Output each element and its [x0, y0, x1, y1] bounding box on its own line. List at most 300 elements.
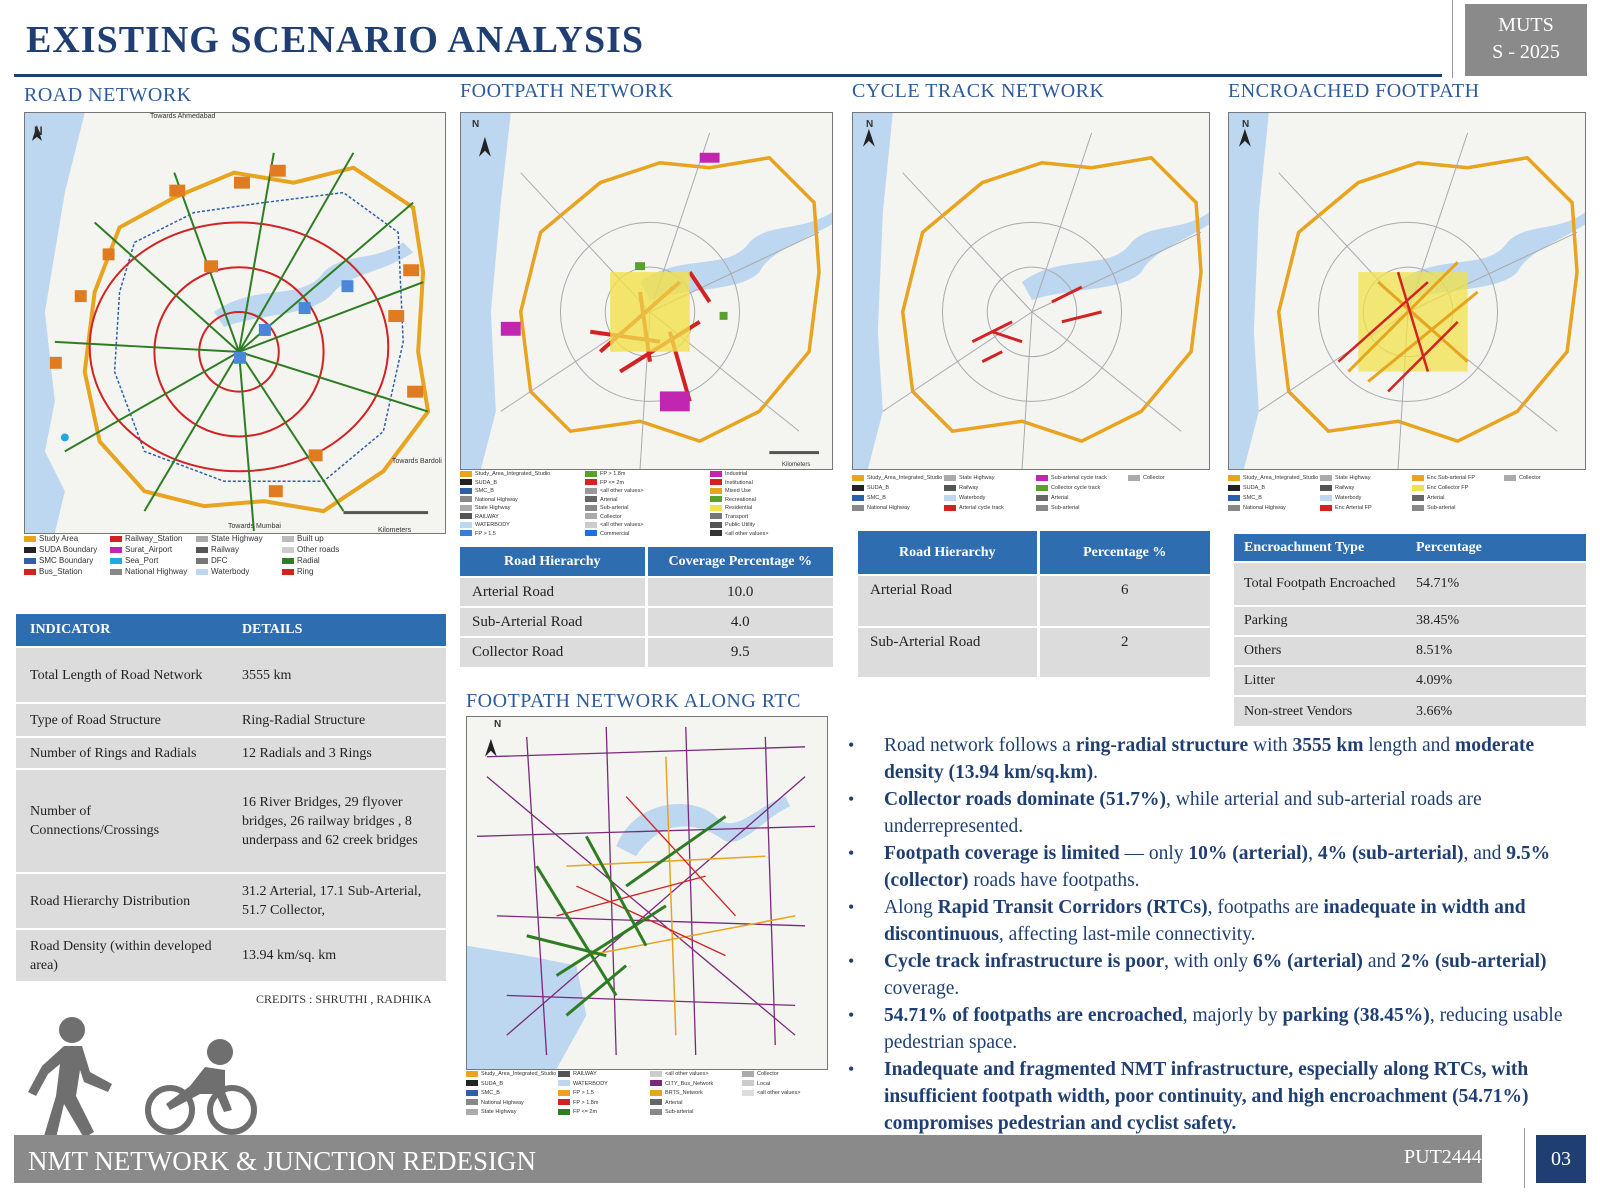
legend-swatch [585, 530, 597, 536]
legend-swatch [196, 558, 208, 564]
legend-item [650, 1099, 682, 1109]
legend-label: RAILWAY [475, 513, 499, 520]
legend-swatch [710, 530, 722, 536]
encroached-title: ENCROACHED FOOTPATH [1228, 80, 1480, 102]
percentage-cell: 4.09% [1412, 666, 1586, 696]
legend-label: National Highway [867, 505, 910, 511]
table-row [1234, 696, 1586, 726]
legend-item [1036, 473, 1107, 483]
legend-label: Sub-arterial cycle track [1051, 475, 1107, 481]
legend-swatch [944, 495, 956, 501]
legend-item [110, 567, 187, 577]
percentage-cell: 6 [1038, 575, 1210, 627]
text: , majorly by [1182, 1005, 1283, 1026]
legend-swatch [944, 505, 956, 511]
legend-item [110, 534, 182, 544]
legend-item [710, 521, 755, 530]
footpath-rtc-map [466, 716, 828, 1070]
key-findings-list [848, 732, 1578, 1137]
road-hierarchy-cell: Arterial Road [858, 575, 1038, 627]
legend-item [1320, 483, 1354, 493]
legend-label: FP > 1.8m [573, 1099, 599, 1106]
rtc-map-north: N [494, 719, 502, 730]
footer-title: NMT NETWORK & JUNCTION REDESIGN [28, 1146, 536, 1176]
road-map-label-bardoli: Towards Bardoli [392, 458, 442, 465]
legend-swatch [710, 479, 722, 485]
legend-label: Residential [725, 505, 753, 511]
table-row [460, 607, 833, 637]
legend-label: SMC_B [475, 488, 494, 494]
coverage-cell: 10.0 [646, 577, 833, 607]
legend-label: Transport [725, 513, 749, 520]
legend-label: Recreational [725, 496, 756, 503]
legend-label: Railway [959, 485, 979, 491]
legend-label: Arterial [600, 496, 618, 503]
legend-swatch [460, 522, 472, 528]
legend-item [196, 567, 249, 577]
legend-swatch [558, 1099, 570, 1105]
road-map-scale: Kilometers [378, 527, 412, 534]
details-cell: Ring-Radial Structure [228, 703, 446, 737]
legend-item [585, 513, 622, 522]
legend-swatch [852, 505, 864, 511]
legend-swatch [710, 505, 722, 511]
legend-swatch [585, 522, 597, 528]
legend-swatch [710, 488, 722, 494]
legend-label: FP <= 2m [573, 1109, 598, 1115]
legend-swatch [1320, 475, 1332, 481]
legend-label: SMC_B [481, 1090, 500, 1096]
legend-label: CITY_Bus_Network [665, 1080, 714, 1087]
footpath-network-title: FOOTPATH NETWORK [460, 80, 674, 102]
legend-label: Sub-arterial [665, 1109, 694, 1115]
legend-item [585, 470, 625, 479]
legend-swatch [1228, 495, 1240, 501]
road-network-map [24, 112, 446, 534]
legend-label: SUDA Boundary [39, 545, 98, 554]
legend-label: RAILWAY [573, 1071, 597, 1077]
legend-swatch [710, 496, 722, 502]
legend-label: SUDA_B [481, 1080, 504, 1087]
legend-item [650, 1070, 708, 1080]
legend-swatch [585, 513, 597, 519]
legend-swatch [1228, 475, 1240, 481]
legend-swatch [710, 513, 722, 519]
legend-item [742, 1089, 800, 1099]
indicator-cell: Road Density (within developed area) [16, 929, 228, 981]
details-cell: 3555 km [228, 647, 446, 703]
legend-label: Study Area [39, 534, 79, 543]
text: — only [1119, 843, 1189, 864]
table-row [16, 737, 446, 769]
legend-swatch [110, 569, 122, 575]
legend-swatch [1036, 495, 1048, 501]
bold-text: 2% (sub-arterial) [1400, 951, 1547, 972]
legend-item [710, 470, 747, 479]
table-row [1234, 606, 1586, 636]
text: , reducing usable pedestrian space. [884, 1005, 1563, 1053]
details-cell: 16 River Bridges, 29 flyover bridges, 26 railway bridges , 8 underpass and 62 creek bridges [228, 769, 446, 873]
legend-swatch [585, 471, 597, 477]
table-row [16, 769, 446, 873]
legend-swatch [1412, 495, 1424, 501]
legend-swatch [460, 479, 472, 485]
bold-text: moderate density (13.94 km/sq.km) [884, 735, 1535, 783]
legend-swatch [196, 536, 208, 542]
legend-swatch [466, 1099, 478, 1105]
legend-label: Collector [757, 1071, 779, 1077]
legend-label: Study_Area_Integrated_Studio [475, 471, 551, 477]
legend-item [1320, 503, 1372, 513]
legend-item [1228, 483, 1265, 493]
table-row [858, 575, 1210, 627]
text: length and [1363, 735, 1456, 756]
legend-label: DFC [211, 556, 228, 565]
legend-swatch [585, 479, 597, 485]
legend-item [710, 479, 753, 488]
legend-label: Arterial [1427, 495, 1445, 501]
legend-item [24, 534, 78, 544]
legend-swatch [650, 1080, 662, 1086]
header-divider [1452, 0, 1453, 78]
legend-item [1036, 483, 1100, 493]
legend-swatch [282, 547, 294, 553]
legend-swatch [1228, 505, 1240, 511]
cyclist-icon [148, 1088, 254, 1132]
cycle-map-legend [852, 473, 1210, 517]
legend-item [558, 1099, 598, 1109]
text: , affecting last-mile connectivity. [998, 924, 1256, 945]
legend-label: Local [757, 1080, 771, 1087]
table-row [858, 627, 1210, 677]
list-item [848, 840, 1578, 894]
legend-swatch [852, 485, 864, 491]
text: , [1308, 843, 1318, 864]
percentage-cell: 8.51% [1412, 636, 1586, 666]
road-hierarchy-cell: Sub-Arterial Road [460, 607, 646, 637]
legend-swatch [650, 1071, 662, 1077]
legend-item [24, 567, 82, 577]
legend-item [650, 1080, 713, 1090]
legend-swatch [110, 558, 122, 564]
legend-item [852, 483, 889, 493]
legend-item [196, 534, 263, 544]
legend-label: <all other values> [757, 1090, 801, 1096]
encroach-map-legend [1228, 473, 1586, 517]
legend-item [466, 1070, 556, 1080]
legend-swatch [466, 1090, 478, 1096]
road-network-title: ROAD NETWORK [24, 84, 192, 106]
legend-label: State Highway [475, 505, 511, 511]
legend-label: Waterbody [959, 495, 986, 501]
legend-swatch [710, 522, 722, 528]
legend-item [1412, 473, 1475, 483]
legend-item [282, 534, 324, 544]
legend-item [585, 530, 629, 539]
legend-swatch [558, 1109, 570, 1115]
legend-item [852, 503, 910, 513]
legend-label: SUDA_B [1243, 485, 1266, 491]
legend-swatch [460, 471, 472, 477]
bold-text: 3555 km [1292, 735, 1364, 756]
legend-swatch [110, 547, 122, 553]
legend-label: National Highway [125, 567, 188, 576]
legend-swatch [1228, 485, 1240, 491]
legend-item [742, 1080, 770, 1090]
road-map-label-top: Towards Ahmedabad [150, 113, 216, 120]
pedestrian-icon [28, 1017, 112, 1138]
legend-label: FP > 1.8m [600, 471, 626, 477]
legend-item [110, 556, 158, 566]
bold-text: Cycle track infrastructure is poor [884, 951, 1165, 972]
legend-label: Institutional [725, 479, 753, 486]
legend-swatch [1412, 505, 1424, 511]
legend-swatch [110, 536, 122, 542]
legend-swatch [460, 488, 472, 494]
legend-label: FP > 1.5 [475, 530, 496, 537]
legend-label: FP <= 2m [600, 479, 625, 486]
legend-label: Mixed Use [725, 488, 751, 494]
legend-label: Study_Area_Integrated_Studio [867, 475, 943, 481]
legend-label: Arterial [665, 1099, 683, 1106]
cycle-track-title: CYCLE TRACK NETWORK [852, 80, 1105, 102]
legend-swatch [460, 496, 472, 502]
legend-swatch [1412, 475, 1424, 481]
legend-item [944, 483, 978, 493]
legend-item [282, 556, 320, 566]
legend-item [585, 479, 624, 488]
legend-label: Arterial cycle track [959, 505, 1004, 511]
legend-swatch [282, 569, 294, 575]
legend-label: SMC_B [867, 495, 886, 501]
legend-swatch [196, 547, 208, 553]
encroachment-type-cell: Total Footpath Encroached [1234, 562, 1412, 606]
legend-swatch [742, 1071, 754, 1077]
legend-label: SMC Boundary [39, 556, 94, 565]
legend-swatch [1128, 475, 1140, 481]
legend-item [944, 473, 994, 483]
legend-item [1412, 493, 1444, 503]
legend-swatch [558, 1080, 570, 1086]
legend-swatch [1036, 485, 1048, 491]
bold-text: 4% (sub-arterial) [1317, 843, 1464, 864]
legend-item [944, 493, 985, 503]
table-row [1234, 562, 1586, 606]
legend-label: Commercial [600, 530, 630, 537]
footpath-map-scale: Kilometers [782, 462, 811, 468]
footpath-map-north: N [472, 119, 480, 130]
percentage-cell: 2 [1038, 627, 1210, 677]
legend-item [585, 496, 617, 505]
text: , with only [1164, 951, 1254, 972]
legend-item [460, 496, 518, 505]
legend-label: Collector [1143, 475, 1165, 481]
road-hierarchy-header: Road Hierarchy [858, 531, 1038, 575]
bold-text: ring-radial structure [1075, 735, 1249, 756]
text: , footpaths are [1207, 897, 1324, 918]
list-item [848, 732, 1578, 786]
bold-text: 10% (arterial) [1188, 843, 1309, 864]
legend-item [944, 503, 1004, 513]
legend-swatch [742, 1080, 754, 1086]
text: Road network follows a [884, 735, 1076, 756]
legend-item [710, 504, 752, 513]
legend-label: WATERBODY [475, 522, 510, 528]
encroachment-table [1234, 534, 1586, 726]
indicator-cell: Road Hierarchy Distribution [16, 873, 228, 929]
road-hierarchy-cell: Collector Road [460, 637, 646, 667]
legend-item [558, 1080, 608, 1090]
coverage-cell: 4.0 [646, 607, 833, 637]
legend-item [196, 545, 239, 555]
legend-item [466, 1099, 524, 1109]
legend-label: Surat_Airport [125, 545, 173, 554]
legend-label: Bus_Station [39, 567, 83, 576]
bold-text: inadequate in width and discontinuous [884, 897, 1526, 945]
legend-label: National Highway [481, 1099, 524, 1106]
list-item [848, 786, 1578, 840]
encroach-map-north: N [1242, 119, 1250, 130]
legend-item [585, 487, 643, 496]
encroachment-type-cell: Parking [1234, 606, 1412, 636]
bold-text: Collector roads dominate (51.7%) [884, 789, 1166, 810]
footpath-coverage-table [460, 547, 833, 667]
road-hierarchy-cell: Sub-Arterial Road [858, 627, 1038, 677]
legend-swatch [196, 569, 208, 575]
legend-item [558, 1108, 597, 1118]
encroachment-type-cell: Non-street Vendors [1234, 696, 1412, 726]
encroached-footpath-map [1228, 112, 1586, 470]
course-badge-line2: S - 2025 [1492, 41, 1560, 63]
course-badge-line1: MUTS [1498, 14, 1554, 36]
legend-item [460, 504, 510, 513]
legend-item [1320, 493, 1361, 503]
details-header: DETAILS [228, 614, 446, 647]
legend-item [585, 504, 628, 513]
percentage-cell: 38.45% [1412, 606, 1586, 636]
legend-item [650, 1089, 703, 1099]
details-cell: 12 Radials and 3 Rings [228, 737, 446, 769]
details-cell: 31.2 Arterial, 17.1 Sub-Arterial, 51.7 Collector, [228, 873, 446, 929]
text: coverage. [884, 978, 960, 999]
legend-swatch [944, 485, 956, 491]
course-badge [1465, 4, 1587, 76]
legend-label: Ring [297, 567, 314, 576]
cycle-track-map [852, 112, 1210, 470]
legend-label: Sub-arterial [600, 505, 629, 511]
legend-item [852, 473, 942, 483]
footpath-map-legend [460, 470, 833, 536]
legend-item [466, 1089, 500, 1099]
legend-label: Collector [1519, 475, 1541, 481]
footpath-rtc-title: FOOTPATH NETWORK ALONG RTC [466, 690, 801, 712]
table-row [1234, 636, 1586, 666]
legend-item [1412, 503, 1455, 513]
road-map-legend [24, 534, 444, 594]
cycle-track-table [858, 531, 1210, 677]
legend-label: Waterbody [1335, 495, 1362, 501]
indicator-cell: Number of Connections/Crossings [16, 769, 228, 873]
percentage-header: Percentage % [1038, 531, 1210, 575]
legend-item [460, 479, 497, 488]
percentage-cell: 3.66% [1412, 696, 1586, 726]
bold-text: 54.71% of footpaths are encroached [884, 1005, 1183, 1026]
legend-label: SUDA_B [867, 485, 890, 491]
credits: CREDITS : SHRUTHI , RADHIKA [256, 992, 432, 1006]
details-cell: 13.94 km/sq. km [228, 929, 446, 981]
legend-label: State Highway [481, 1109, 517, 1115]
legend-swatch [460, 513, 472, 519]
legend-item [710, 530, 768, 539]
legend-swatch [742, 1090, 754, 1096]
legend-label: Radial [297, 556, 320, 565]
text: roads have footpaths. [968, 870, 1140, 891]
legend-item [460, 521, 510, 530]
list-item [848, 894, 1578, 948]
legend-swatch [282, 558, 294, 564]
coverage-header: Coverage Percentage % [646, 547, 833, 577]
indicator-cell: Type of Road Structure [16, 703, 228, 737]
legend-label: State Highway [211, 534, 263, 543]
legend-item [585, 521, 643, 530]
percentage-cell: 54.71% [1412, 562, 1586, 606]
legend-label: Enc Arterial FP [1335, 505, 1372, 511]
legend-item [710, 496, 756, 505]
legend-item [852, 493, 886, 503]
page-number: 03 [1536, 1135, 1586, 1183]
legend-item [466, 1108, 516, 1118]
bold-text: 9.5% (collector) [884, 843, 1551, 891]
legend-swatch [466, 1080, 478, 1086]
legend-swatch [24, 569, 36, 575]
road-hierarchy-cell: Arterial Road [460, 577, 646, 607]
legend-swatch [466, 1109, 478, 1115]
legend-swatch [24, 547, 36, 553]
legend-swatch [650, 1109, 662, 1115]
legend-swatch [585, 496, 597, 502]
legend-swatch [1036, 475, 1048, 481]
indicator-header: INDICATOR [16, 614, 228, 647]
list-item [848, 948, 1578, 1002]
legend-item [282, 545, 339, 555]
legend-swatch [852, 495, 864, 501]
legend-item [710, 487, 751, 496]
legend-label: Enc Collector FP [1427, 485, 1469, 491]
legend-swatch [460, 505, 472, 511]
legend-item [1504, 473, 1541, 483]
text: with [1248, 735, 1293, 756]
legend-item [650, 1108, 693, 1118]
road-map-label-mumbai: Towards Mumbai [228, 523, 281, 530]
legend-item [1228, 473, 1318, 483]
legend-label: SMC_B [1243, 495, 1262, 501]
legend-label: National Highway [475, 496, 518, 503]
legend-label: Sub-arterial [1051, 505, 1080, 511]
legend-label: Other roads [297, 545, 340, 554]
bold-text: Footpath coverage is limited [884, 843, 1120, 864]
cycle-map-north: N [866, 119, 874, 130]
legend-label: Industrial [725, 471, 748, 477]
legend-label: Sub-arterial [1427, 505, 1456, 511]
footpath-network-map [460, 112, 833, 470]
legend-label: Railway [211, 545, 240, 554]
legend-swatch [24, 558, 36, 564]
legend-swatch [1504, 475, 1516, 481]
legend-label: SUDA_B [475, 479, 498, 486]
legend-swatch [585, 488, 597, 494]
legend-item [1228, 503, 1286, 513]
legend-item [1228, 493, 1262, 503]
